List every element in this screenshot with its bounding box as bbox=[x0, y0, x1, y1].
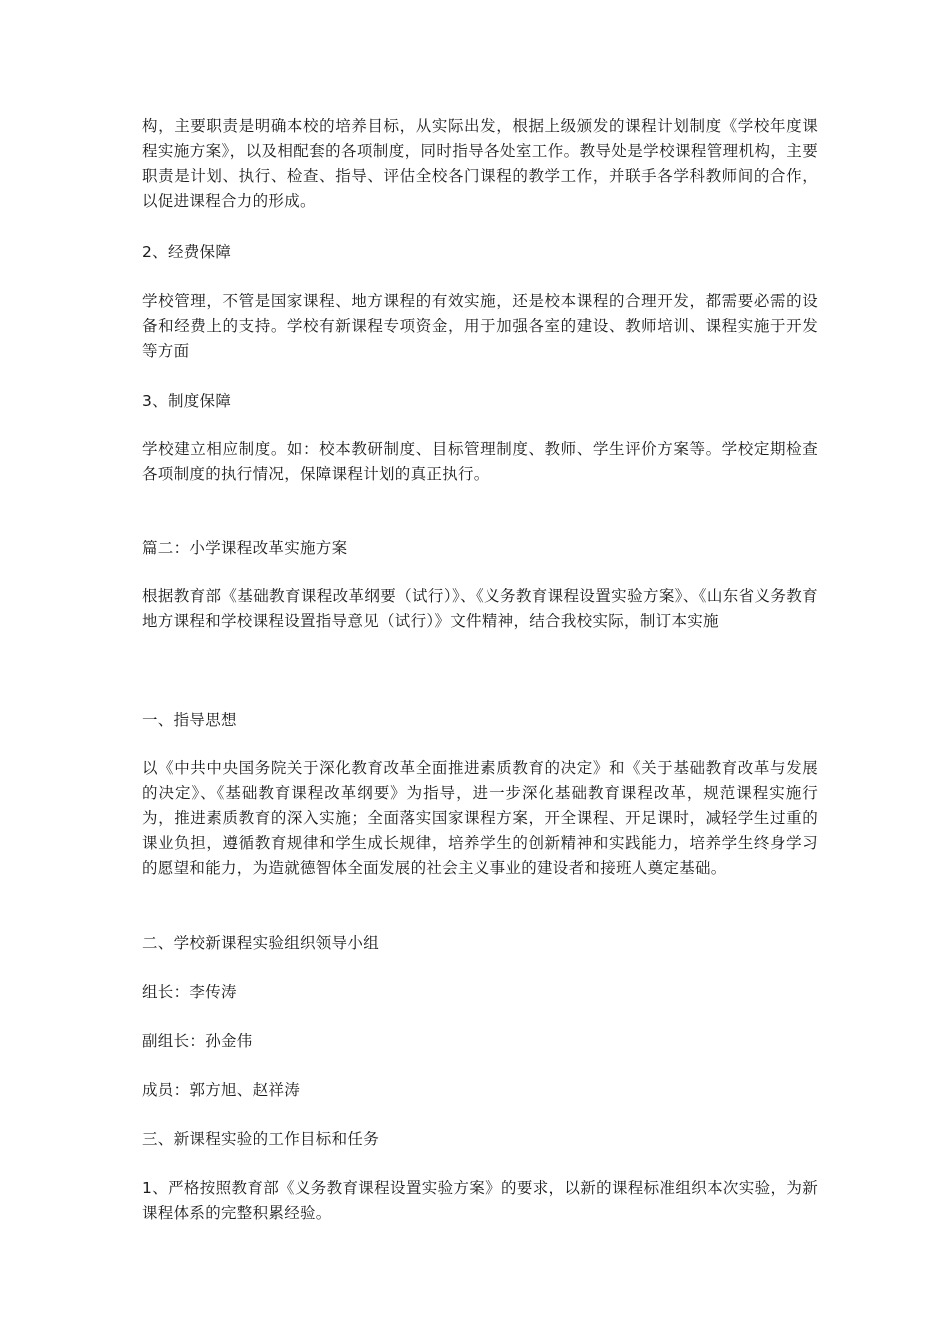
article-two-title: 篇二：小学课程改革实施方案 bbox=[142, 539, 348, 557]
paragraph-guiding-ideology: 以《中共中央国务院关于深化教育改革全面推进素质教育的决定》和《关于基础教育改革与发展的决定》、《基础教育课程改革纲要》为指导，进一步深化基础教育课程改革，规范课程实施行为，推进素质教育的深入实施；全面落实国家课程方案，开全课程、开足课时，减轻学生过重的课业负担，遵循教育规律和学生成长规律，培养学生的创新精神和实践能力，培养学生终身学习的愿望和能力，为造就德智体全面发展的社会主义事业的建设者和接班人奠定基础。 bbox=[142, 759, 818, 877]
members-line: 成员：郭方旭、赵祥涛 bbox=[142, 1081, 301, 1099]
heading-leadership-group: 二、学校新课程实验组织领导小组 bbox=[142, 934, 380, 952]
paragraph-system: 学校建立相应制度。如：校本教研制度、目标管理制度、教师、学生评价方案等。学校定期检查各项制度的执行情况，保障课程计划的真正执行。 bbox=[142, 440, 818, 483]
leader-line: 组长：李传涛 bbox=[142, 983, 237, 1001]
heading-system-guarantee: 3、制度保障 bbox=[142, 392, 232, 410]
deputy-leader-line: 副组长：孙金伟 bbox=[142, 1032, 253, 1050]
paragraph-basis: 根据教育部《基础教育课程改革纲要（试行）》、《义务教育课程设置实验方案》、《山东省义务教育地方课程和学校课程设置指导意见（试行）》文件精神，结合我校实际，制订本实施 bbox=[142, 587, 818, 630]
paragraph-funding: 学校管理，不管是国家课程、地方课程的有效实施，还是校本课程的合理开发，都需要必需的设备和经费上的支持。学校有新课程专项资金，用于加强各室的建设、教师培训、课程实施于开发等方面 bbox=[142, 292, 818, 360]
heading-goals-tasks: 三、新课程实验的工作目标和任务 bbox=[142, 1130, 380, 1148]
heading-guiding-ideology: 一、指导思想 bbox=[142, 711, 237, 729]
heading-funding-guarantee: 2、经费保障 bbox=[142, 243, 232, 261]
paragraph-organization-duties: 构，主要职责是明确本校的培养目标，从实际出发，根据上级颁发的课程计划制度《学校年度课程实施方案》，以及相配套的各项制度，同时指导各处室工作。教导处是学校课程管理机构，主要职责是计划、执行、检查、指导、评估全校各门课程的教学工作，并联手各学科教师间的合作，以促进课程合力的形成。 bbox=[142, 117, 818, 210]
paragraph-task-one: 1、严格按照教育部《义务教育课程设置实验方案》的要求，以新的课程标准组织本次实验，为新课程体系的完整积累经验。 bbox=[142, 1179, 818, 1222]
